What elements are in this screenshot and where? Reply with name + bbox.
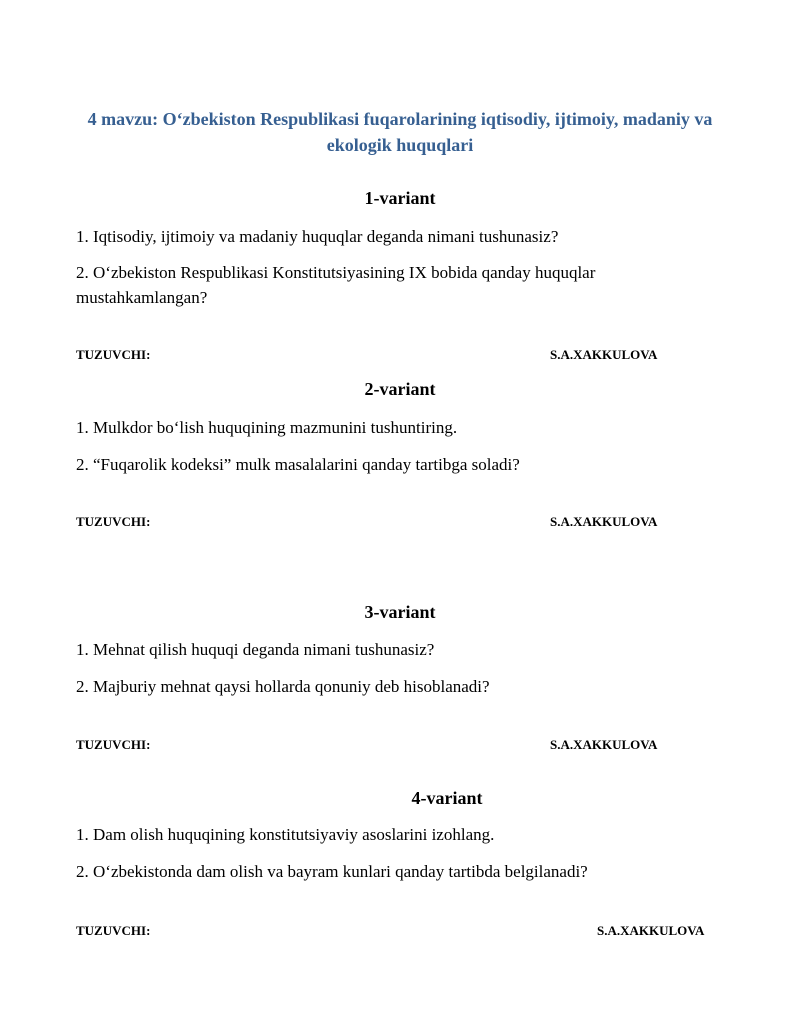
variant-3-question-1: 1. Mehnat qilish huquqi deganda nimani tushunasiz? — [76, 640, 435, 659]
variant-1-compiler-name: S.A.XAKKULOVA — [550, 347, 658, 362]
variant-1-question-1: 1. Iqtisodiy, ijtimoiy va madaniy huquqlar deganda nimani tushunasiz? — [76, 227, 559, 246]
variant-3-compiler-name: S.A.XAKKULOVA — [550, 737, 658, 752]
variant-2-question-1: 1. Mulkdor bo‘lish huquqining mazmunini tushuntiring. — [76, 418, 458, 437]
variant-4-compiler-label: TUZUVCHI: — [76, 923, 151, 938]
variant-2-compiler-label: TUZUVCHI: — [76, 514, 151, 529]
variant-4-heading: 4-variant — [411, 788, 483, 808]
variant-4-compiler-name: S.A.XAKKULOVA — [597, 923, 705, 938]
variant-2-heading: 2-variant — [364, 379, 436, 399]
variant-3-compiler-label: TUZUVCHI: — [76, 737, 151, 752]
variant-1-heading: 1-variant — [364, 188, 436, 208]
document-title: 4 mavzu: O‘zbekiston Respublikasi fuqarolarining iqtisodiy, ijtimoiy, madaniy va ekologik huquqlari — [87, 109, 713, 155]
variant-4-question-1: 1. Dam olish huquqining konstitutsiyaviy asoslarini izohlang. — [76, 825, 495, 844]
variant-2-question-2: 2. “Fuqarolik kodeksi” mulk masalalarini qanday tartibga soladi? — [76, 455, 520, 474]
variant-4-question-2: 2. O‘zbekistonda dam olish va bayram kunlari qanday tartibda belgilanadi? — [76, 862, 588, 881]
variant-2-compiler-name: S.A.XAKKULOVA — [550, 514, 658, 529]
variant-1-compiler-label: TUZUVCHI: — [76, 347, 151, 362]
variant-3-heading: 3-variant — [364, 602, 436, 622]
variant-3-question-2: 2. Majburiy mehnat qaysi hollarda qonuniy deb hisoblanadi? — [76, 677, 490, 696]
variant-1-question-2: 2. O‘zbekiston Respublikasi Konstitutsiyasining IX bobida qanday huquqlar mustahkamlangan? — [76, 263, 596, 307]
